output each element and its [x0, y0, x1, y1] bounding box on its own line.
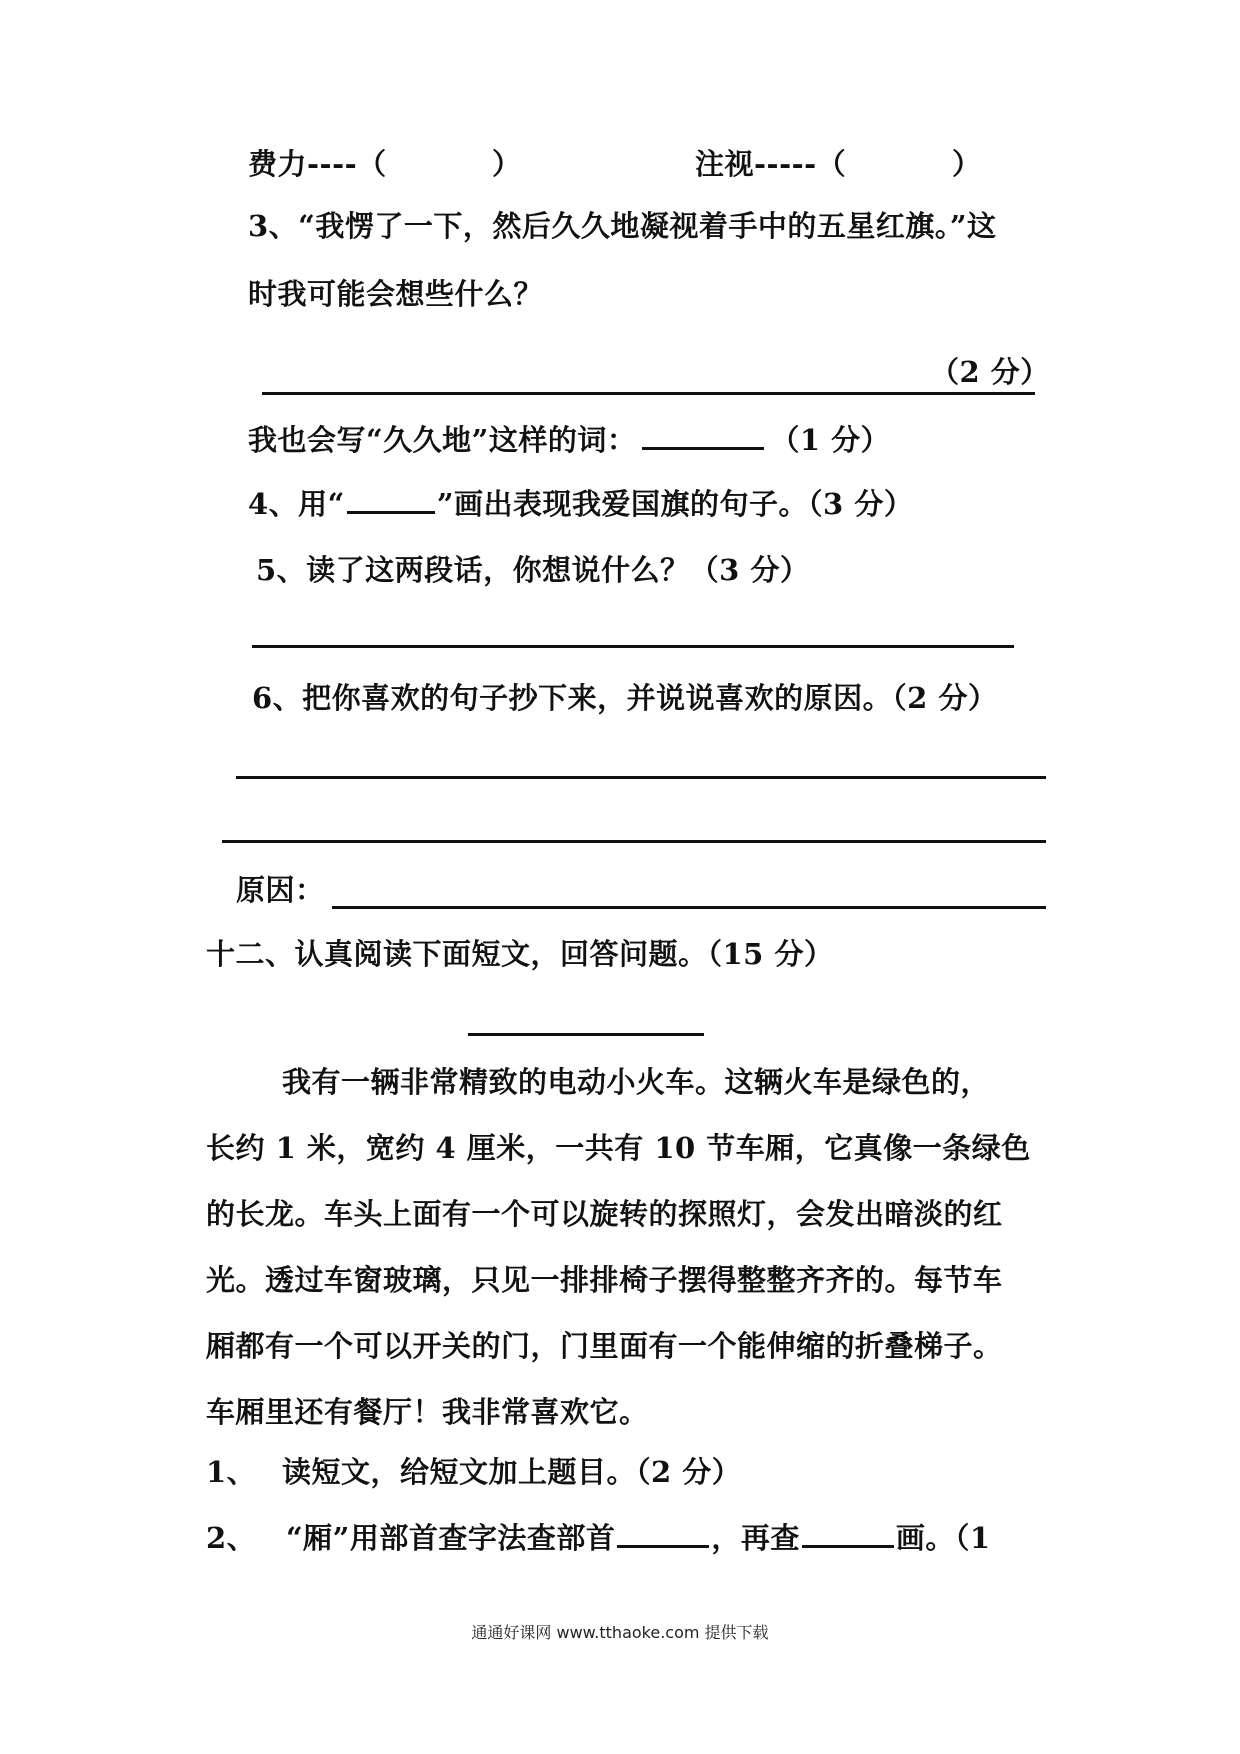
p12q2-blank-radical	[617, 1544, 709, 1548]
passage-line-4: 光。透过车窗玻璃，只见一排排椅子摆得整整齐齐的。每节车	[206, 1263, 1003, 1297]
title-blank-line	[468, 1033, 704, 1036]
q4-blank	[347, 510, 435, 514]
q6-answer-line-2	[222, 840, 1046, 843]
page-footer: 通通好课网 www.tthaoke.com 提供下载	[471, 1623, 769, 1642]
q6-text: 6、把你喜欢的句子抄下来，并说说喜欢的原因。（2 分）	[252, 681, 998, 715]
q5-answer-line	[252, 645, 1014, 648]
q3-line2: 时我可能会想些什么？	[248, 277, 544, 311]
zhu-shi-label: 注视-----（	[695, 147, 847, 181]
fei-li-close: ）	[492, 147, 522, 181]
p12q2-number: 2、	[206, 1521, 257, 1555]
section12-heading: 十二、认真阅读下面短文，回答问题。（15 分）	[206, 937, 834, 971]
q6-answer-line-1	[236, 776, 1046, 779]
p12q1-text: 读短文，给短文加上题目。（2 分）	[282, 1455, 742, 1489]
passage-line-3: 的长龙。车头上面有一个可以旋转的探照灯，会发出暗淡的红	[206, 1197, 1003, 1231]
q5-text: 5、读了这两段话，你想说什么？（3 分）	[256, 553, 810, 587]
passage-line-6: 车厢里还有餐厅！我非常喜欢它。	[206, 1395, 649, 1429]
q3-answer-line	[262, 392, 1035, 395]
q4-text: 4、用“ ”画出表现我爱国旗的句子。（3 分）	[248, 487, 914, 521]
p12q2-blank-strokes	[802, 1544, 894, 1548]
q3b-blank	[642, 446, 764, 450]
p12q2-text: “厢”用部首查字法查部首 ，再查 画。（1	[286, 1521, 991, 1555]
q6-reason-line	[332, 906, 1046, 909]
zhu-shi-close: ）	[952, 147, 982, 181]
q6-reason-label: 原因：	[236, 873, 325, 907]
p12q1-number: 1、	[206, 1455, 257, 1489]
passage-line-1: 我有一辆非常精致的电动小火车。这辆火车是绿色的，	[282, 1065, 991, 1099]
q3-score: （2 分）	[930, 355, 1050, 389]
q3b-text: 我也会写“久久地”这样的词： （1 分）	[248, 423, 891, 457]
passage-line-2: 长约 1 米，宽约 4 厘米，一共有 10 节车厢，它真像一条绿色	[206, 1131, 1031, 1165]
passage-line-5: 厢都有一个可以开关的门，门里面有一个能伸缩的折叠梯子。	[206, 1329, 1003, 1363]
q3-line1: 3、“我愣了一下，然后久久地凝视着手中的五星红旗。”这	[248, 209, 997, 243]
fei-li-label: 费力----（	[248, 147, 387, 181]
